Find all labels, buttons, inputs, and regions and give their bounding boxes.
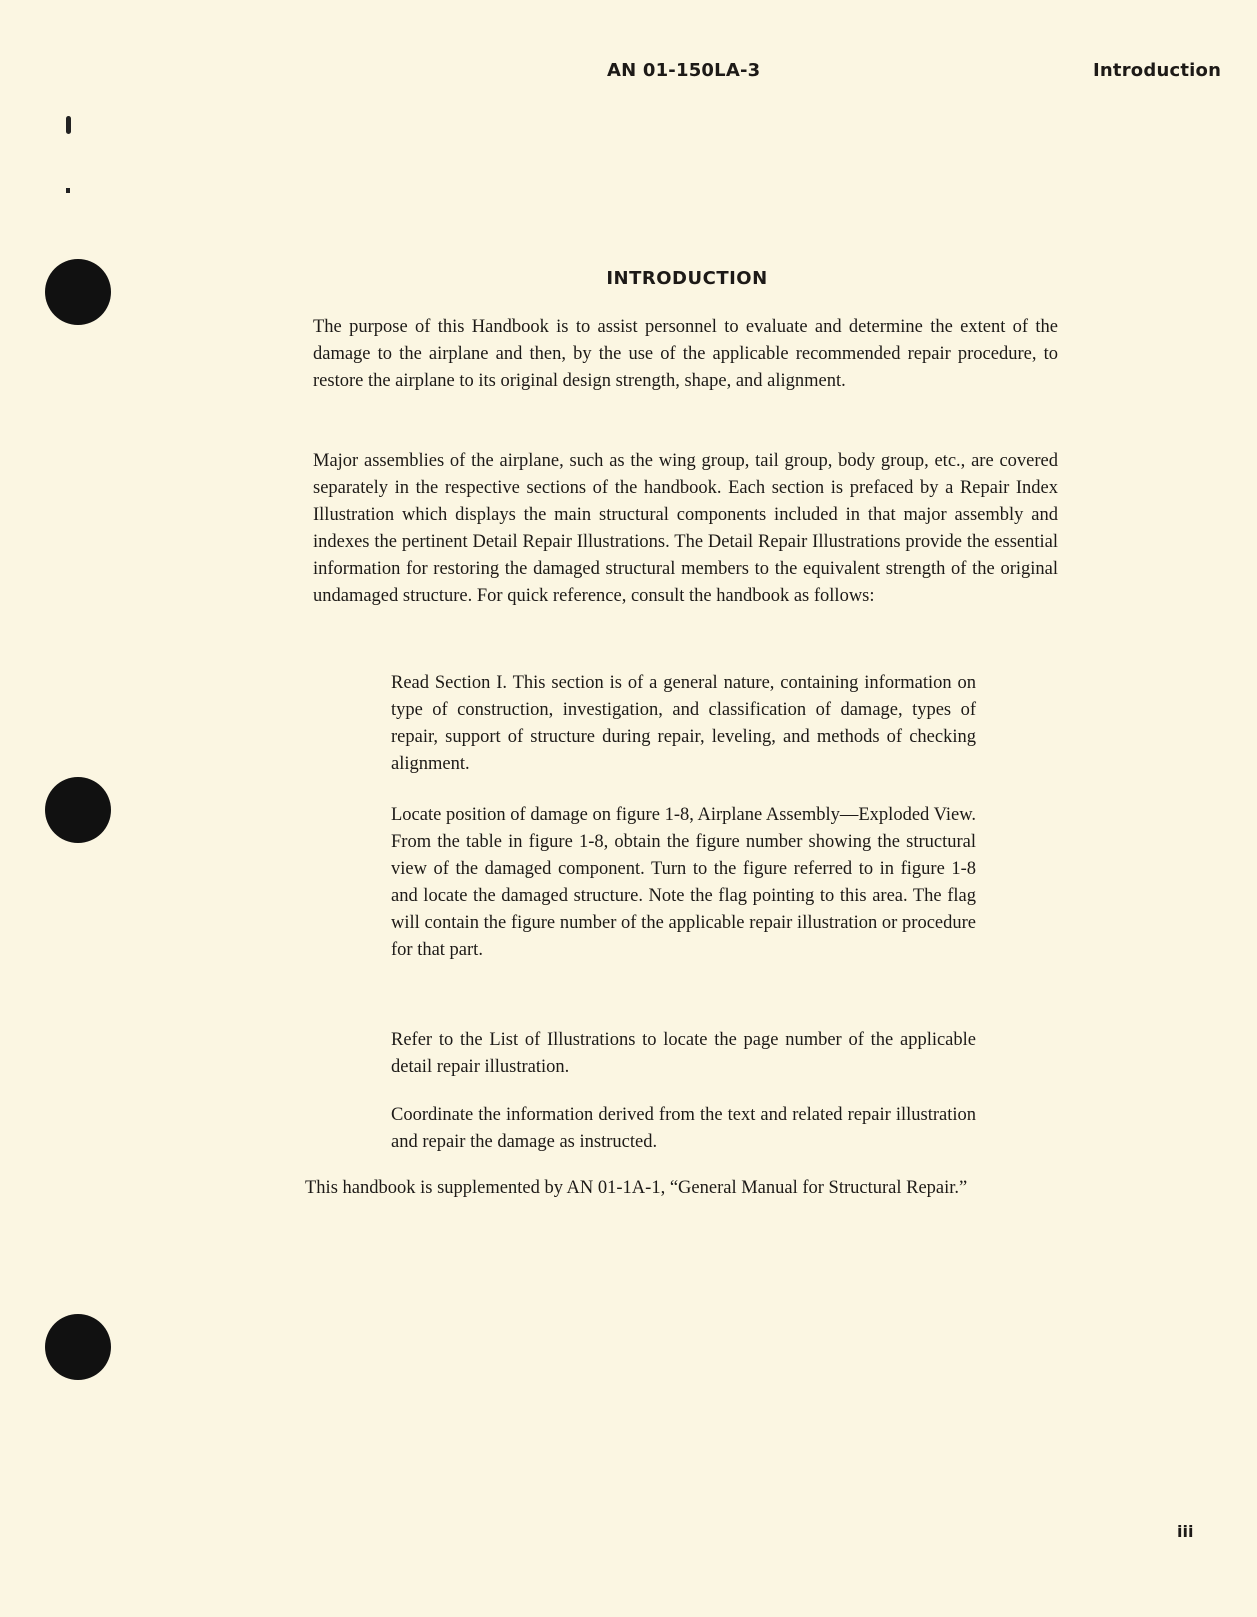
paragraph-assemblies: Major assemblies of the airplane, such as the wing group, tail group, body group, etc., are covered separately in the respective sections of the handbook. Each section is prefaced by a Repair Index Illustration which displays the main structural components included in that major assembly and indexes the pertinent Detail Repair Illustrations. The Detail Repair Illustrations provide the essential information for restoring the damaged structural members to the equivalent strength of the original undamaged structure. For quick reference, consult the handbook as follows: [313,451,1058,606]
step-locate-damage: Locate position of damage on figure 1-8, Airplane Assembly—Exploded View. From the table in figure 1-8, obtain the figure number showing the structural view of the damaged component. Turn to the figure referred to in figure 1-8 and locate the damaged structure. Note the flag pointing to this area. The flag will contain the figure number of the applicable repair illustration or procedure for that part. [391,805,976,960]
page-title: INTRODUCTION [606,268,768,289]
scan-mark [66,188,70,193]
binder-hole [45,777,111,843]
paragraph-purpose: The purpose of this Handbook is to assist personnel to evaluate and determine the extent of the damage to the airplane and then, by the use of the applicable recommended repair procedure, to restore the airplane to its original design strength, shape, and alignment. [313,317,1058,391]
step-list-illustrations: Refer to the List of Illustrations to locate the page number of the applicable detail repair illustration. [391,1030,976,1077]
document-number: AN 01-150LA-3 [607,60,761,81]
paragraph-supplement: This handbook is supplemented by AN 01-1A-1, “General Manual for Structural Repair.” [305,1178,968,1198]
step-coordinate: Coordinate the information derived from the text and related repair illustration and repair the damage as instructed. [391,1105,976,1152]
scan-mark [66,116,71,134]
step-read-section: Read Section I. This section is of a general nature, containing information on type of construction, investigation, and classification of damage, types of repair, support of structure during repair, leveling, and methods of checking alignment. [391,673,976,774]
binder-hole [45,1314,111,1380]
page-number: iii [1177,1522,1194,1541]
section-name: Introduction [1093,60,1222,81]
